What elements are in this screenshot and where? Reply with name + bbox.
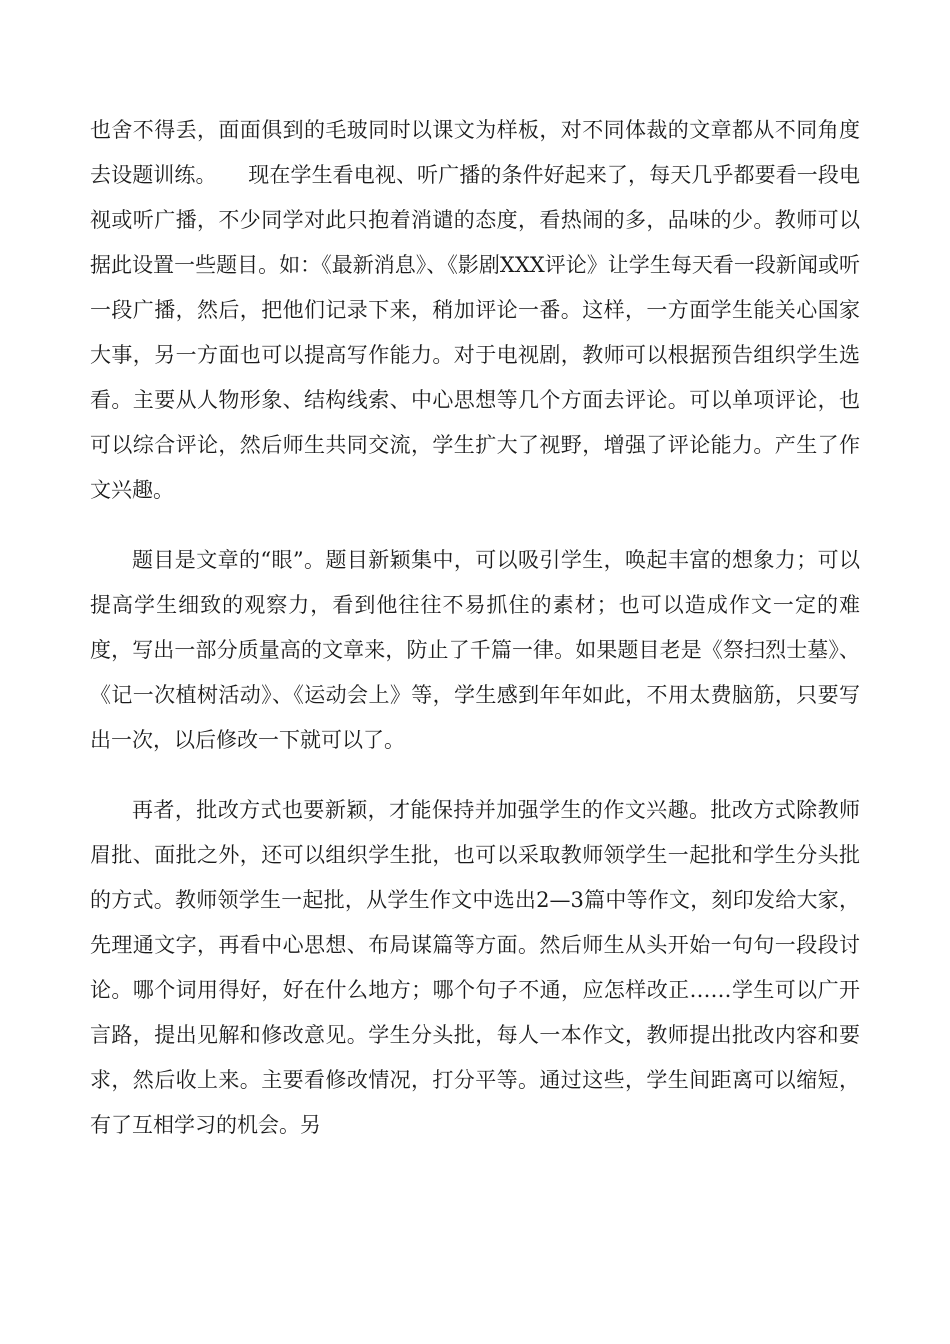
paragraph-2: 题目是文章的“眼”。题目新颖集中，可以吸引学生，唤起丰富的想象力；可以提高学生细致的观察力，看到他往往不易抓住的素材；也可以造成作文一定的难度，写出一部分质量高的文章来，防止了千篇一律。如果题目老是《祭扫烈士墓》、《记一次植树活动》、《运动会上》等，学生感到年年如此，不用太费脑筋，只要写出一次，以后修改一下就可以了。 <box>90 548 860 752</box>
paragraph-3: 再者，批改方式也要新颖，才能保持并加强学生的作文兴趣。批改方式除教师眉批、面批之外，还可以组织学生批，也可以采取教师领学生一起批和学生分头批的方式。教师领学生一起批，从学生作文中选出2—3篇中等作文，刻印发给大家，先理通文字，再看中心思想、布局谋篇等方面。然后师生从头开始一句句一段段讨论。哪个词用得好，好在什么地方；哪个句子不通，应怎样改正……学生可以广开言路，提出见解和修改意见。学生分头批，每人一本作文，教师提出批改内容和要求，然后收上来。主要看修改情况，打分平等。通过这些，学生间距离可以缩短，有了互相学习的机会。另 <box>90 798 860 1137</box>
document-page <box>90 108 860 1148</box>
paragraph-1: 也舍不得丢，面面俱到的毛玻同时以课文为样板，对不同体裁的文章都从不同角度去设题训练。 现在学生看电视、听广播的条件好起来了，每天几乎都要看一段电视或听广播，不少同学对此只抱着消谴的态度，看热闹的多，品味的少。教师可以据此设置一些题目。如：《最新消息》、《影剧XXX评论》让学生每天看一段新闻或听一段广播，然后，把他们记录下来，稍加评论一番。这样，一方面学生能关心国家大事，另一方面也可以提高写作能力。对于电视剧，教师可以根据预告组织学生选看。主要从人物形象、结构线索、中心思想等几个方面去评论。可以单项评论，也可以综合评论，然后师生共同交流，学生扩大了视野，增强了评论能力。产生了作文兴趣。 <box>90 118 860 502</box>
